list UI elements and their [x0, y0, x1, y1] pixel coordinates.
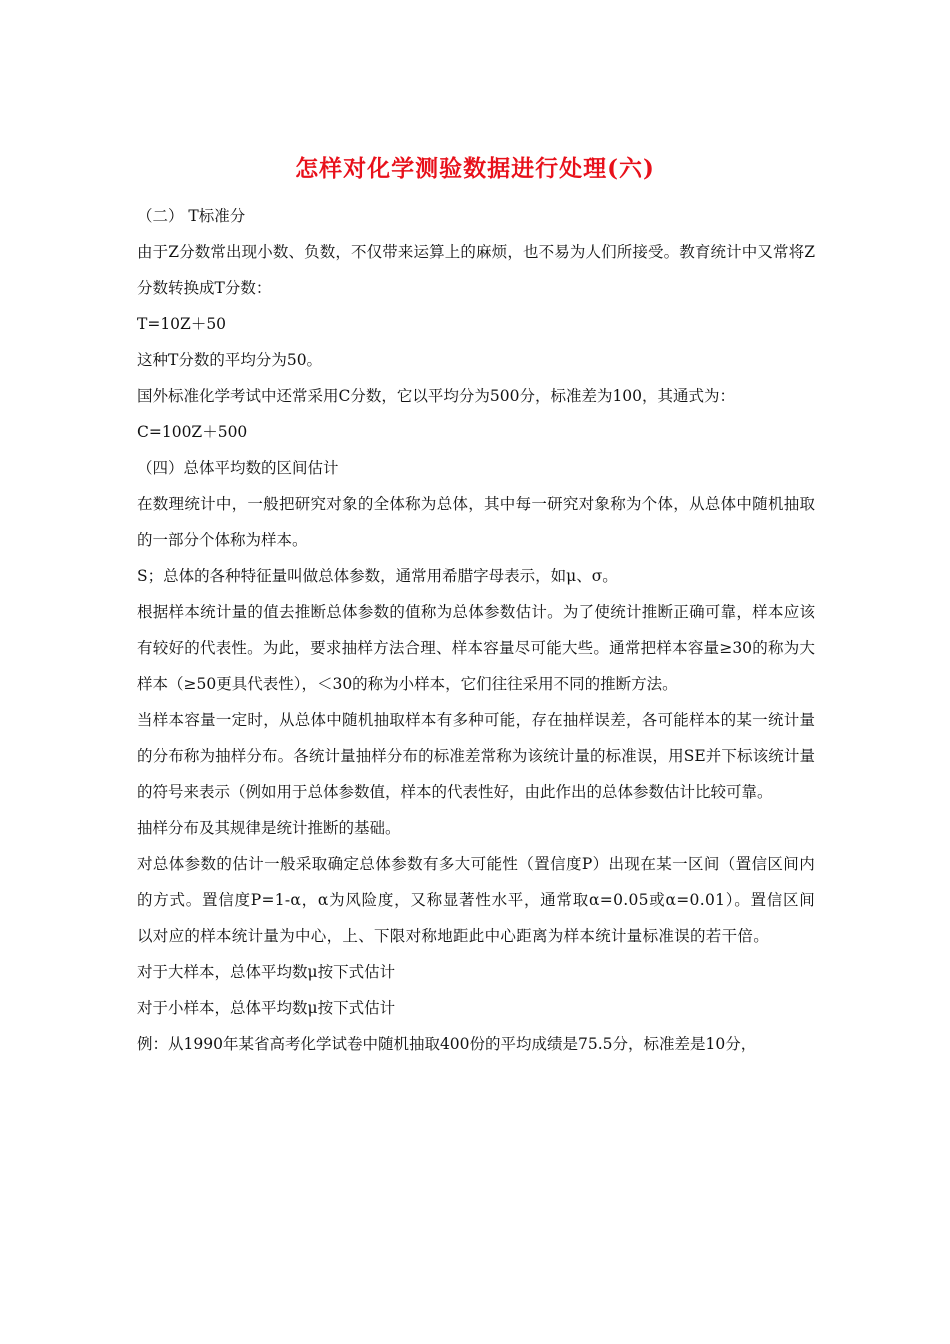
paragraph-sampling-basis: 抽样分布及其规律是统计推断的基础。 — [137, 819, 401, 837]
paragraph-z-score-intro: 由于Z分数常出现小数、负数，不仅带来运算上的麻烦，也不易为人们所接受。教育统计中又常将Z分数转换成T分数： — [137, 243, 815, 297]
formula-t-score: T=10Z＋50 — [137, 315, 227, 333]
paragraph-sampling-distribution: 当样本容量一定时，从总体中随机抽取样本有多种可能，存在抽样误差，各可能样本的某一统计量的分布称为抽样分布。各统计量抽样分布的标准差常称为该统计量的标准误，用SE并下标该统计量的符号来表示（例如用于总体参数值，样本的代表性好，由此作出的总体参数估计比较可靠。 — [137, 711, 815, 801]
paragraph-t-mean: 这种T分数的平均分为50。 — [137, 351, 323, 369]
formula-c-score: C=100Z＋500 — [137, 423, 248, 441]
paragraph-small-sample: 对于小样本，总体平均数μ按下式估计 — [137, 999, 396, 1017]
paragraph-c-score: 国外标准化学考试中还常采用C分数，它以平均分为500分，标准差为100，其通式为： — [137, 387, 736, 405]
paragraph-large-sample: 对于大样本，总体平均数μ按下式估计 — [137, 963, 396, 981]
paragraph-confidence-interval: 对总体参数的估计一般采取确定总体参数有多大可能性（置信度P）出现在某一区间（置信区间内的方式。置信度P=1-α，α为风险度，又称显著性水平，通常取α=0.05或α=0.01）。置信区间以对应的样本统计量为中心，上、下限对称地距此中心距离为样本统计量标准误的若干倍。 — [137, 855, 815, 945]
document-body — [137, 198, 815, 1062]
section-heading-t-score: （二） T标准分 — [137, 207, 246, 225]
section-heading-interval-estimate: （四）总体平均数的区间估计 — [137, 459, 339, 477]
document-title: 怎样对化学测验数据进行处理(六) — [295, 155, 655, 182]
paragraph-example: 例：从1990年某省高考化学试卷中随机抽取400份的平均成绩是75.5分，标准差是10分， — [137, 1035, 757, 1053]
paragraph-population-sample: 在数理统计中，一般把研究对象的全体称为总体，其中每一研究对象称为个体，从总体中随机抽取的一部分个体称为样本。 — [137, 495, 815, 549]
paragraph-parameter-estimation: 根据样本统计量的值去推断总体参数的值称为总体参数估计。为了使统计推断正确可靠，样本应该有较好的代表性。为此，要求抽样方法合理、样本容量尽可能大些。通常把样本容量≥30的称为大样本（≥50更具代表性），＜30的称为小样本，它们往往采用不同的推断方法。 — [137, 603, 815, 693]
paragraph-population-parameters: S；总体的各种特征量叫做总体参数，通常用希腊字母表示，如μ、σ。 — [137, 567, 618, 585]
